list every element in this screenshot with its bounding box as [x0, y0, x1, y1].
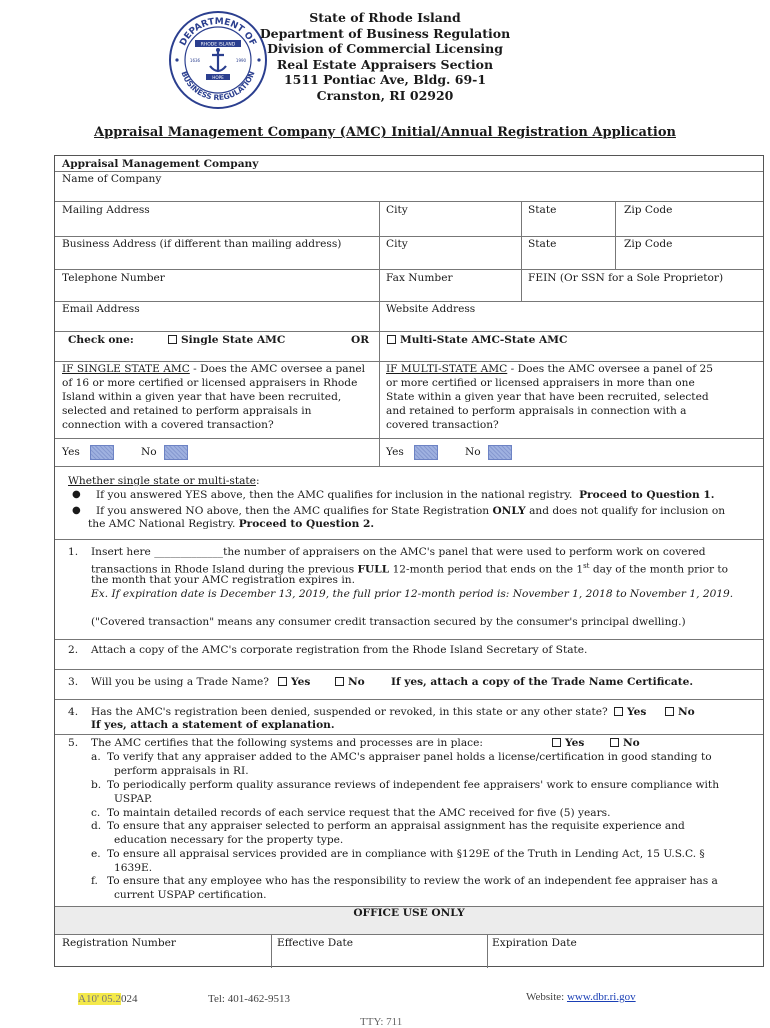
seal-motto: HOPE [212, 74, 224, 80]
q5-item-b-line1: To periodically perform quality assurance reviews of independent fee appraisers' work to ensure compliance with [107, 779, 720, 791]
single-yes-field[interactable] [90, 445, 114, 460]
business-address-label: Business Address (if different than mailing address) [62, 238, 342, 250]
seal-right-year: 1990 [235, 58, 247, 63]
q5-item-e-line2: 1639E. [114, 862, 153, 874]
q5-yes-label: Yes [565, 737, 585, 749]
seal-banner: RHODE ISLAND [200, 42, 236, 48]
q1-blank[interactable]: _____________ [154, 546, 224, 558]
q3-yes-label: Yes [291, 676, 311, 688]
zip2-label: Zip Code [624, 238, 673, 250]
form-title: Appraisal Management Company (AMC) Initial/Annual Registration Application [94, 125, 676, 140]
q5-item-f-mark: f. [91, 875, 98, 887]
q4-no-checkbox[interactable] [665, 707, 674, 716]
seal-bottom-text: BUSINESS REGULATION [179, 69, 257, 103]
city-label: City [386, 204, 408, 216]
q4-no-option[interactable] [665, 705, 695, 719]
whether-bullet-2-only: ONLY [492, 505, 526, 517]
q1-text-b: the number of appraisers on the AMC's panel that were used to perform work on covered [223, 546, 706, 558]
q4-yes-option[interactable] [614, 705, 646, 719]
whether-bullet-1-text: If you answered YES above, then the AMC qualifies for inclusion in the national registry. [96, 489, 573, 501]
seal-top-text: DEPARTMENT OF [178, 16, 258, 48]
multi-state-heading: IF MULTI-STATE AMC [386, 363, 508, 375]
single-state-option[interactable] [168, 333, 285, 347]
effective-date-label: Effective Date [277, 937, 354, 949]
q1-sup: st [583, 562, 590, 570]
single-no-field[interactable] [164, 445, 188, 460]
footer-website-label: Website: [526, 991, 565, 1003]
section-label: Appraisal Management Company [62, 158, 259, 170]
state2-label: State [528, 238, 557, 250]
multi-state-question [386, 362, 716, 432]
q5-item-f-line1: To ensure that any employee who has the responsibility to review the work of an independent fee appraiser has a [107, 875, 718, 887]
q5-number: 5. [68, 737, 79, 749]
footer-date-rest: 024 [120, 993, 138, 1005]
q5-item-b-mark: b. [91, 779, 102, 791]
q4-note: If yes, attach a statement of explanation. [91, 719, 335, 731]
header-line-department: Department of Business Regulation [259, 25, 511, 41]
company-name-label: Name of Company [62, 173, 162, 185]
whether-heading [68, 474, 260, 488]
whether-bullet-2-cont [88, 517, 374, 531]
q3-text: Will you be using a Trade Name? [91, 676, 269, 688]
multi-state-text: - Does the AMC oversee a panel of 25 or more certified or licensed appraisers in more than one State within a given year that have been recruited, selected and retained to perform appraisals in connection with a covered transaction? [386, 363, 714, 431]
header-line-street: 1511 Pontiac Ave, Bldg. 69-1 [283, 72, 487, 88]
mailing-address-label: Mailing Address [62, 204, 150, 216]
q1-text-a: Insert here [91, 546, 151, 558]
footer-date-highlight: A10' 05.2 [78, 993, 121, 1005]
q5-item-e-mark: e. [91, 848, 101, 860]
or-label: OR [351, 334, 370, 346]
whether-bullet-2 [96, 504, 725, 518]
whether-bullet-1 [96, 488, 714, 502]
q5-item-f-line2: current USPAP certification. [114, 889, 267, 901]
q4-yes-checkbox[interactable] [614, 707, 623, 716]
footer-telephone: Tel: 401-462-9513 [208, 993, 291, 1005]
q5-item-d-line1: To ensure that any appraiser selected to perform an appraisal assignment has the requisite experience and [107, 820, 685, 832]
header-line-section: Real Estate Appraisers Section [276, 56, 494, 72]
q4-text: Has the AMC's registration been denied, suspended or revoked, in this state or any other state? [91, 706, 608, 718]
q3-no-option[interactable] [335, 675, 365, 689]
q3-no-label: No [348, 676, 365, 688]
whether-bullet-2-text-a: If you answered NO above, then the AMC qualifies for State Registration [96, 505, 490, 517]
q1-line-1 [91, 545, 706, 559]
q5-item-d-mark: d. [91, 820, 102, 832]
q5-no-option[interactable] [610, 736, 640, 750]
fein-label: FEIN (Or SSN for a Sole Proprietor) [528, 272, 724, 284]
agency-header [200, 10, 570, 104]
single-state-question [62, 362, 372, 432]
q5-item-e-line1: To ensure all appraisal services provided are in compliance with §129E of the Truth in Lending Act, 15 U.S.C. § [107, 848, 705, 860]
bullet-icon: ● [72, 505, 81, 516]
q5-no-label: No [623, 737, 640, 749]
office-use-title: OFFICE USE ONLY [353, 907, 465, 919]
single-state-option-label: Single State AMC [181, 334, 286, 346]
q1-covered-note: ("Covered transaction" means any consumer credit transaction secured by the consumer's principal dwelling.) [91, 616, 686, 628]
whether-heading-text: Whether single state or multi-state [68, 475, 256, 487]
whether-bullet-2-text-b: and does not qualify for inclusion on [529, 505, 726, 517]
q5-no-checkbox[interactable] [610, 738, 619, 747]
multi-state-checkbox[interactable] [387, 335, 396, 344]
expiration-date-label: Expiration Date [492, 937, 577, 949]
multi-state-option[interactable] [387, 333, 567, 347]
q5-yes-checkbox[interactable] [552, 738, 561, 747]
footer-website [526, 991, 636, 1003]
header-line-city: Cranston, RI 02920 [316, 87, 454, 103]
multi-state-option-label: Multi-State AMC-State AMC [400, 334, 568, 346]
q4-number: 4. [68, 706, 79, 718]
check-one-label: Check one: [68, 334, 134, 346]
state-label: State [528, 204, 557, 216]
footer-website-link[interactable]: www.dbr.ri.gov [566, 991, 636, 1003]
q3-note: If yes, attach a copy of the Trade Name Certificate. [391, 676, 694, 688]
q5-yes-option[interactable] [552, 736, 584, 750]
header-line-state: State of Rhode Island [309, 10, 461, 25]
multi-no-field[interactable] [488, 445, 512, 460]
q3-number: 3. [68, 676, 79, 688]
website-label: Website Address [386, 303, 476, 315]
footer-date [78, 993, 137, 1005]
q2-number: 2. [68, 644, 79, 656]
q5-item-a-mark: a. [91, 751, 101, 763]
q5-item-a-line1: To verify that any appraiser added to the AMC's appraiser panel holds a license/certification in good standing to [107, 751, 712, 763]
q5-text: The AMC certifies that the following systems and processes are in place: [91, 737, 483, 749]
footer-tty: TTY: 711 [360, 1016, 403, 1028]
registration-number-label: Registration Number [62, 937, 176, 949]
q3-yes-checkbox[interactable] [278, 677, 287, 686]
single-state-text: - Does the AMC oversee a panel of 16 or more certified or licensed appraisers in Rhode Island within a given year that have been recruited, selected and retained to perform appraisals in connection with a covered transaction? [62, 363, 366, 431]
q3-no-checkbox[interactable] [335, 677, 344, 686]
q5-item-a-line2: perform appraisals in RI. [114, 765, 249, 777]
single-no-label: No [141, 446, 157, 458]
single-state-heading: IF SINGLE STATE AMC [62, 363, 190, 375]
whether-bullet-2-action: Proceed to Question 2. [238, 518, 375, 530]
q1-line2-a: transactions in Rhode Island during the previous [91, 563, 355, 576]
q5-item-c-mark: c. [91, 807, 101, 819]
whether-bullet-2-text-c: the AMC National Registry. [88, 518, 236, 530]
seal-left-year: 1636 [189, 58, 201, 63]
multi-no-label: No [465, 446, 481, 458]
multi-yes-field[interactable] [414, 445, 438, 460]
header-line-division: Division of Commercial Licensing [267, 41, 503, 57]
single-state-checkbox[interactable] [168, 335, 177, 344]
q4-yes-label: Yes [627, 706, 647, 718]
q1-number: 1. [68, 546, 79, 558]
whether-heading-colon: : [255, 475, 260, 487]
q5-item-d-line2: education necessary for the property type. [114, 834, 344, 846]
q5-item-c-line1: To maintain detailed records of each service request that the AMC received for five (5) years. [107, 807, 611, 819]
q1-line2-c: day of the month prior to [592, 563, 729, 576]
email-label: Email Address [62, 303, 140, 315]
q1-full: FULL [357, 563, 390, 576]
q1-example: Ex. If expiration date is December 13, 2019, the full prior 12-month period is: November 1, 2018 to November 1, 2019. [91, 588, 734, 600]
q4-no-label: No [678, 706, 695, 718]
q5-item-b-line2: USPAP. [114, 793, 153, 805]
q3-yes-option[interactable] [278, 675, 310, 689]
bullet-icon: ● [72, 489, 81, 500]
zip-label: Zip Code [624, 204, 673, 216]
q1-line-3: the month that your AMC registration expires in. [91, 574, 355, 586]
multi-yes-label: Yes [386, 446, 404, 458]
single-yes-label: Yes [62, 446, 80, 458]
q2-text: Attach a copy of the AMC's corporate registration from the Rhode Island Secretary of State. [91, 644, 588, 656]
city2-label: City [386, 238, 408, 250]
q1-line2-b: 12-month period that ends on the 1 [392, 563, 584, 576]
fax-label: Fax Number [386, 272, 453, 284]
whether-bullet-1-action: Proceed to Question 1. [579, 489, 715, 501]
telephone-label: Telephone Number [62, 272, 165, 284]
